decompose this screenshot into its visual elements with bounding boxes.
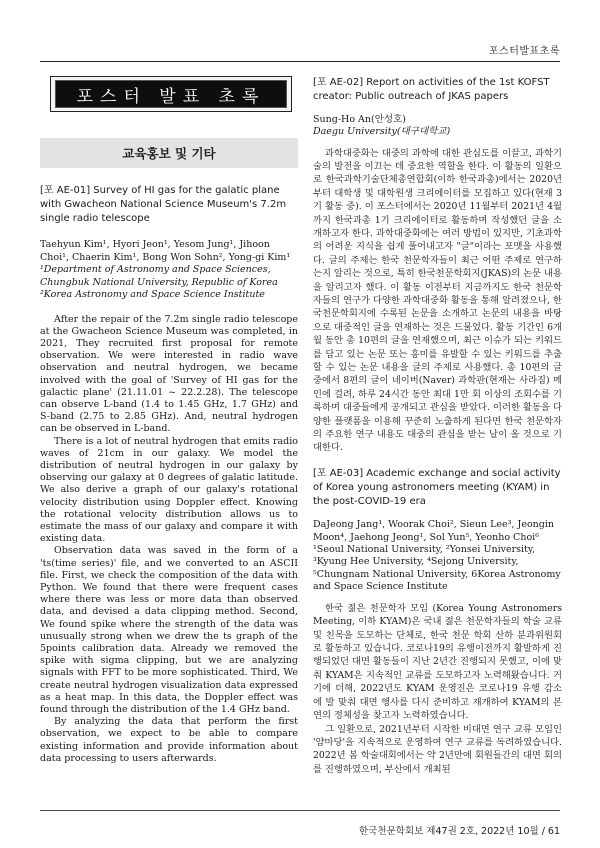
paragraph: 한국 젊은 천문학자 모임 (Korea Young Astronomers Meeting, 이하 KYAM)은 국내 젊은 천문학자들의 학술 교류 및 친목을 도모하는 단체로, 한국 천문 학회 산하 분과위원회로 활동하고 있습니다. 코로나19의 유행이전까지 활발하게 진행되었던 대면 활동들이 지난 2년간 진행되지 못했고, 이에 맞춰 KYAM은 지속적인 교류를 도모하고자 노력해왔습니다. 거기에 더해, 2022년도 KYAM 운영진은 코로나19 유행 감소에 발 맞춰 대면 행사를 다시 준비하고 재개하여 KYAM의 본연의 정체성을 찾고자 노력하였습니다. [313, 602, 562, 722]
header-rule [40, 61, 560, 62]
abstract-body [313, 147, 562, 455]
paragraph: 그 일환으로, 2021년부터 시작한 비대면 연구 교류 모임인 '얌마당'을 지속적으로 운영하여 연구 교류를 독려하였습니다. 2022년 봄 학술대회에서는 약 2년만에 회원들간의 대면 회의를 진행하였으며, 부산에서 개최된 [313, 723, 562, 775]
abstract-title: [포 AE-03] Academic exchange and social activity of Korea young astronomers meeting (KYAM) in the post-COVID-19 era [313, 467, 561, 507]
author-list: Sung-Ho An(안성호) [313, 114, 406, 125]
abstract-title: [포 AE-01] Survey of HI gas for the galatic plane with Gwacheon National Science Museum's 7.2m single radio telescope [40, 185, 287, 224]
abstract-body [313, 602, 562, 776]
abstract-ae01 [40, 184, 298, 765]
paragraph: 과학대중화는 대중의 과학에 대한 관심도를 이끌고, 과학기술의 발전을 이끄는 데 중요한 역할을 한다. 이 활동의 일환으로 한국과학기술단체총연합회(이하 한국과총)에서는 2020년부터 대학생 및 대학원생 크리에이터를 모집하고 있다(현재 3기 활동 중). 이 포스터에서는 2020년 11월부터 2021년 4월까지 한국과총 1기 크리에이터로 활동하며 작성했던 글을 소개하고자 한다. 과학대중화에는 여러 방법이 있지만, 기초과학의 어려운 지식을 쉽게 풀어내고자 "글"이라는 포맷을 사용했다. 글의 주제는 한국 천문학자들이 최근 어떤 주제로 연구하는지 알리는 것으로, 특히 한국천문학회지(JKAS)의 논문 내용을 알리고자 했다. 이 활동 이전부터 지금까지도 한국 천문학자들의 연구가 다양한 과학대중화 활동을 통해 알려졌으나, 한국천문학회지에 수록된 논문을 소개하고 논문의 내용을 바탕으로 대중적인 글을 연재하는 것은 드물었다. 활동 기간인 6개월 동안 총 10편의 글을 연재했으며, 최근 이슈가 되는 키워드를 담고 있는 논문 또는 흥미를 유발할 수 있는 키워드를 추출할 수 있는 논문 내용을 글의 주제로 사용했다. 총 10편의 글 중에서 8편의 글이 네이버(Naver) 과학판(현재는 사라짐) 메인에 걸려, 하루 24시간 동안 최대 1만 회 이상의 조회수를 기록하며 대중들에게 공개되고 관심을 받았다. 이러한 활동을 다양한 플랫폼을 이용해 꾸준히 노출하게 된다면 한국 천문학자의 주요한 연구 내용도 대중의 관심을 받는 날이 올 것으로 기대한다. [313, 147, 562, 454]
left-column [40, 72, 298, 765]
affiliation: ¹Seoul National University, ²Yonsei University, ³Kyung Hee University, ⁴Sejong University, ⁵Chungnam National University, 6Korea Astronomy and Space Science Institute [313, 543, 561, 593]
author-list: DaJeong Jang¹, Woorak Choi², Sieun Lee³, Jeongin Moon⁴, Jaehong Jeong¹, Sol Yun⁵, Yeonho Choi⁶ [313, 518, 555, 543]
paragraph: Observation data was saved in the form of a 'ts(time series)' file, and we converted to an ASCII file. First, we check the composition of the data with Python. We found that there were frequent cases where there was less or more data than observed data, and devised a data clipping method. Second, We found spike where the strength of the data was unusually strong when we drew the ts graph of the 5points calibration data. Already we removed the spike with sigma clipping, but we are analyzing signals with FFT to be more sophisticated. Third, We create neutral hydrogen visualization data expressed as a heat map. In this data, the Doppler effect was found through the distribution of the 1.4 GHz band. [40, 545, 298, 715]
poster-abstracts-banner [50, 76, 292, 112]
section-heading: 교육홍보 및 기타 [40, 138, 298, 168]
abstract-ae03 [313, 467, 562, 776]
paragraph: There is a lot of neutral hydrogen that emits radio waves of 21cm in our galaxy. We model the distribution of neutral hydrogen in our galaxy by observing our galaxy at 0 degrees of galatic latitude. We also derive a graph of our galaxy's rotational velocity distribution using Doppler effect. Knowing the rotational velocity distribution allows us to estimate the mass of our galaxy and compare it with existing data. [40, 435, 298, 545]
running-head: 포스터발표초록 [488, 46, 560, 57]
right-column [313, 76, 562, 776]
abstract-title: [포 AE-02] Report on activities of the 1st KOFST creator: Public outreach of JKAS papers [313, 77, 550, 102]
author-list: Taehyun Kim¹, Hyori Jeon¹, Yesom Jung¹, Jihoon Choi¹, Chaerin Kim¹, Bong Won Sohn², Yong-gi Kim¹ [40, 239, 291, 263]
abstract-ae02 [313, 76, 562, 455]
paragraph: After the repair of the 7.2m single radio telescope at the Gwacheon Science Museum was completed, in 2021, They recruited first proposal for remote observation. We were interested in radio wave observation and neutral hydrogen, we became involved with the goal of 'Survey of HI gas for the galactic plane' (21.11.01 ~ 22.2.28). The telescope can observe L-band (1.4 to 1.45 GHz, 1.7 GHz) and S-band (2.75 to 2.85 GHz). And, neutral hydrogen can be observed in L-band. [40, 313, 298, 435]
footer-rule [40, 810, 560, 811]
abstract-body [40, 314, 298, 766]
paragraph: By analyzing the data that perform the first observation, we expect to be able to compare existing information and provide information about data processing to users afterwards. [40, 716, 298, 764]
affiliation: ²Korea Astronomy and Space Science Institute [40, 289, 265, 300]
banner-title: 포스터 발표 초록 [55, 80, 287, 108]
page-footer: 한국천문학회보 제47권 2호, 2022년 10월 / 61 [359, 826, 560, 837]
affiliation: Daegu University(대구대학교) [313, 126, 451, 137]
affiliation: ¹Department of Astronomy and Space Sciences, Chungbuk National University, Republic of Korea [40, 264, 278, 288]
